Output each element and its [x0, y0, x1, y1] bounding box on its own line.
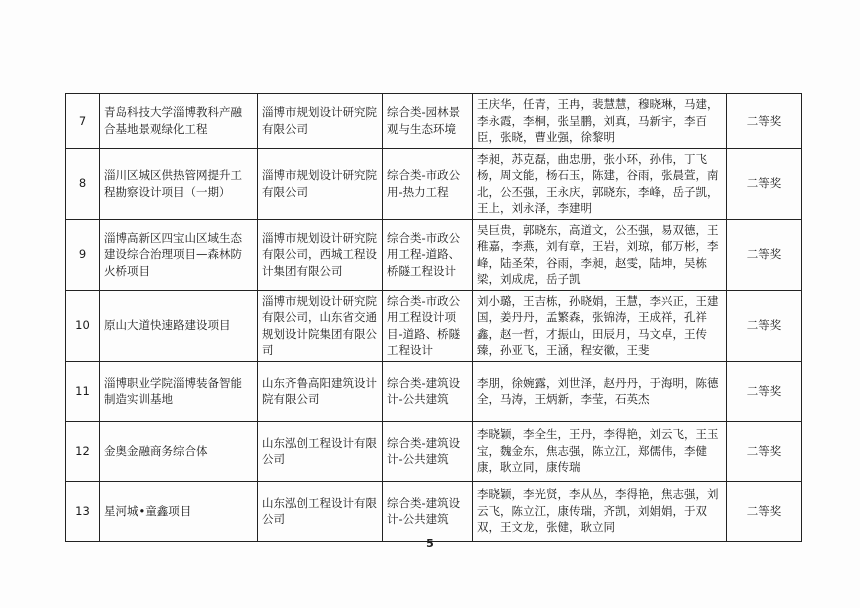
table-row [66, 481, 802, 541]
row-index: 13 [66, 481, 100, 541]
row-index: 7 [66, 94, 100, 149]
project-name: 金奥金融商务综合体 [100, 421, 258, 481]
page-number: 5 [426, 537, 434, 550]
project-name: 淄川区城区供热管网提升工程勘察设计项目（一期） [100, 148, 258, 219]
project-category: 综合类-建筑设计-公共建筑 [383, 421, 473, 481]
team-members: 李晓颖，李全生，王丹，李得艳，刘云飞，王玉宝，魏金东，焦志强，陈立江，郑儒伟，李健康，耿立同，康传瑞 [473, 421, 727, 481]
design-unit: 淄博市规划设计研究院有限公司，西城工程设计集团有限公司 [258, 219, 383, 290]
row-index: 11 [66, 361, 100, 421]
award-level: 二等奖 [727, 421, 802, 481]
table-row [66, 290, 802, 361]
project-category: 综合类-市政公用-热力工程 [383, 148, 473, 219]
project-name: 青岛科技大学淄博教科产融合基地景观绿化工程 [100, 94, 258, 149]
team-members: 李昶，苏克磊，曲忠册，张小环，孙伟，丁飞杨，周文能，杨石玉，陈建，谷雨，张晨萱，南北，公丕强，王永庆，郭晓东，李峰，岳子凯，王上，刘永泽，李建明 [473, 148, 727, 219]
awards-table [65, 93, 802, 542]
table-row [66, 421, 802, 481]
project-category: 综合类-建筑设计-公共建筑 [383, 481, 473, 541]
award-level: 二等奖 [727, 219, 802, 290]
design-unit: 淄博市规划设计研究院有限公司 [258, 148, 383, 219]
design-unit: 山东齐鲁高阳建筑设计院有限公司 [258, 361, 383, 421]
project-name: 淄博高新区四宝山区域生态建设综合治理项目—森林防火桥项目 [100, 219, 258, 290]
project-name: 淄博职业学院淄博装备智能制造实训基地 [100, 361, 258, 421]
award-level: 二等奖 [727, 481, 802, 541]
row-index: 12 [66, 421, 100, 481]
project-name: 星河城•童鑫项目 [100, 481, 258, 541]
team-members: 刘小璐，王吉栋，孙晓娟，王慧，李兴正，王建国，姜丹丹，孟繁森，张锦涛，王成祥，孔祥鑫，赵一哲，才振山，田辰月，马文卓，王传臻，孙亚飞，王涵，程安徽，王斐 [473, 290, 727, 361]
award-level: 二等奖 [727, 94, 802, 149]
award-level: 二等奖 [727, 148, 802, 219]
design-unit: 淄博市规划设计研究院有限公司 [258, 94, 383, 149]
design-unit: 山东泓创工程设计有限公司 [258, 421, 383, 481]
project-category: 综合类-建筑设计-公共建筑 [383, 361, 473, 421]
table-row [66, 94, 802, 149]
award-level: 二等奖 [727, 290, 802, 361]
row-index: 8 [66, 148, 100, 219]
design-unit: 淄博市规划设计研究院有限公司，山东省交通规划设计院集团有限公司 [258, 290, 383, 361]
project-category: 综合类-市政公用工程-道路、桥隧工程设计 [383, 219, 473, 290]
team-members: 吴巨贵，郭晓东，高道文，公丕强，易双德，王稚嘉，李燕，刘有章，王岩，刘琼，郁万彬，李峰，陆圣荣，谷雨，李昶，赵雯，陆坤，吴栋梁，刘成虎，岳子凯 [473, 219, 727, 290]
project-category: 综合类-园林景观与生态环境 [383, 94, 473, 149]
team-members: 王庆华，任青，王冉，裴慧慧，穆晓琳，马建，李永霞，李桐，张呈鹏，刘真，马新宇，李百臣，张晓，曹业强，徐黎明 [473, 94, 727, 149]
design-unit: 山东泓创工程设计有限公司 [258, 481, 383, 541]
project-name: 原山大道快速路建设项目 [100, 290, 258, 361]
table-row [66, 361, 802, 421]
table-row [66, 219, 802, 290]
row-index: 9 [66, 219, 100, 290]
project-category: 综合类-市政公用工程设计项目-道路、桥隧工程设计 [383, 290, 473, 361]
team-members: 李晓颖，李光贤，李从丛，李得艳，焦志强，刘云飞，陈立江，康传瑞，齐凯，刘娟娟，于双双，王文龙，张健，耿立同 [473, 481, 727, 541]
table-row [66, 148, 802, 219]
row-index: 10 [66, 290, 100, 361]
team-members: 李朋，徐婉露，刘世泽，赵丹丹，于海明，陈德全，马涛，王炳新，李莹，石英杰 [473, 361, 727, 421]
award-level: 二等奖 [727, 361, 802, 421]
